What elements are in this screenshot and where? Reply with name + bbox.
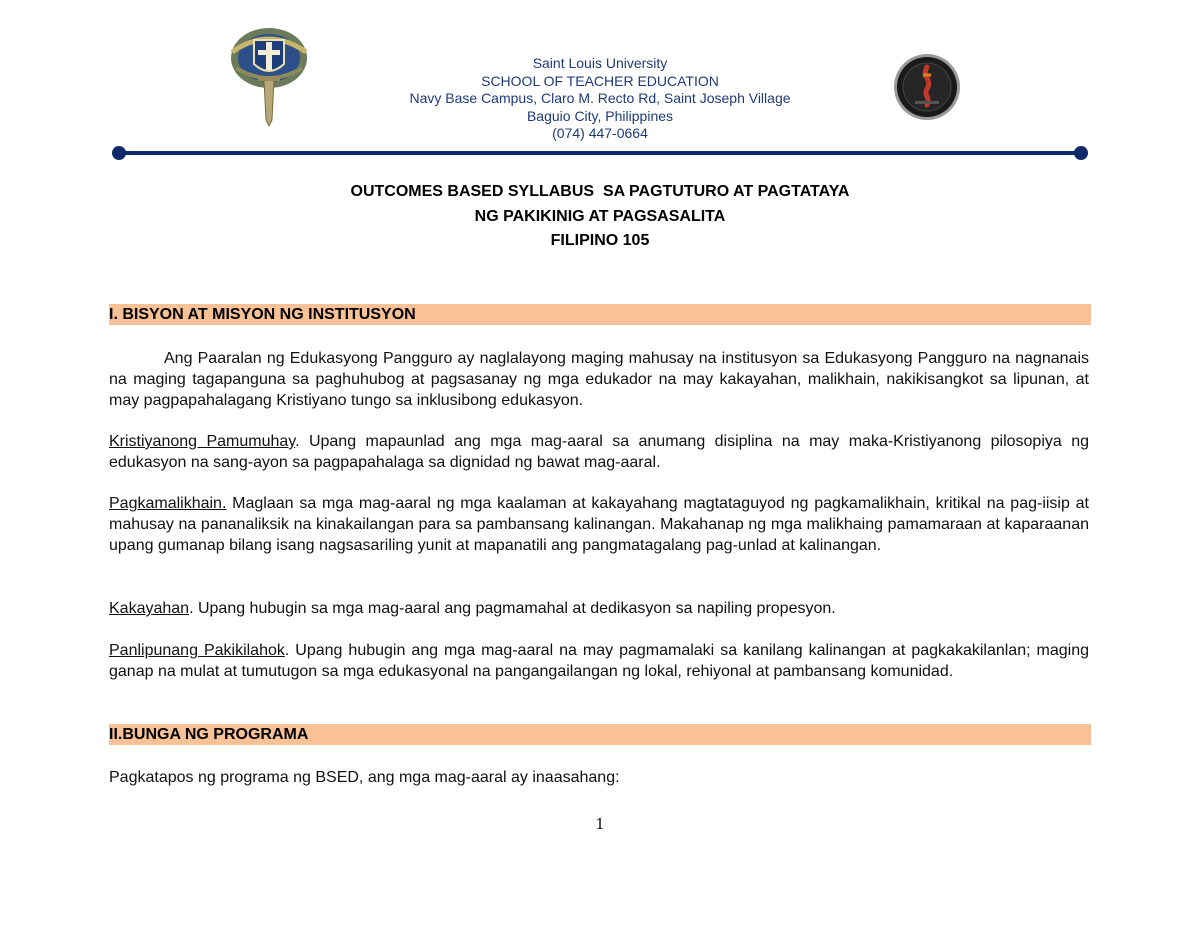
mission-item: Kristiyanong Pamumuhay. Upang mapaunlad ang mga mag-aaral sa anumang disiplina na may maka-Kristiyanong pilosopiya ng edukasyon na sang-ayon sa pagpapahalaga sa dignidad ng bawat mag-aaral.: [109, 433, 1089, 471]
header-divider: [112, 145, 1088, 161]
round-seal-icon: [893, 53, 961, 121]
program-outcomes-intro: Pagkatapos ng programa ng BSED, ang mga mag-aaral ay inaasahang:: [109, 769, 620, 786]
mission-text: Maglaan sa mga mag-aaral ng mga kaalaman at kakayahang magtataguyod ng pagkamalikhain, kritikal na pag-iisip at mahusay na pananaliksik na kinakailangan para sa pambansang kalinangan. Makahanap ng mga malikhaing pamamaraan at kaparaanan upang gumanap bilang isang nagsasariling yunit at mapanatili ang pangmatagalang pag-unlad at kalinangan.: [109, 495, 1089, 554]
section-heading-program-outcomes: [109, 724, 1091, 745]
city: Baguio City, Philippines: [526, 107, 674, 124]
mission-text: Upang hubugin ang mga mag-aaral na may pagmamalaki sa kanilang kalinangan at pagkakakilanlan; maging ganap na mulat at tumutugon sa mga edukasyonal na pangangailangan ng lokal, rehiyonal at pambansang komunidad.: [109, 642, 1089, 680]
mission-term: Kristiyanong Pamumuhay: [109, 433, 296, 450]
section-heading-text: I. BISYON AT MISYON NG INSTITUSYON: [109, 306, 416, 323]
title-line-2: NG PAKIKINIG AT PAGSASALITA: [474, 207, 726, 225]
mission-item: Panlipunang Pakikilahok. Upang hubugin ang mga mag-aaral na may pagmamalaki sa kanilang kalinangan at pagkakakilanlan; maging ganap na mulat at tumutugon sa mga edukasyonal na pangangailangan ng lokal, rehiyonal at pambansang komunidad.: [109, 642, 1089, 680]
mission-term: Panlipunang Pakikilahok: [109, 642, 285, 659]
school-name: SCHOOL OF TEACHER EDUCATION: [481, 72, 719, 89]
mission-item: Kakayahan. Upang hubugin sa mga mag-aaral ang pagmamahal at dedikasyon sa napiling propesyon.: [109, 600, 836, 617]
campus-address: Navy Base Campus, Claro M. Recto Rd, Saint Joseph Village: [409, 90, 791, 106]
institution-header: [300, 55, 900, 143]
mission-text: Upang mapaunlad ang mga mag-aaral sa anumang disiplina na may maka-Kristiyanong pilosopiya ng edukasyon na sang-ayon sa pagpapahalaga sa dignidad ng bawat mag-aaral.: [109, 433, 1089, 471]
title-line-3: FILIPINO 105: [550, 232, 650, 249]
shield-crest-icon: [228, 22, 310, 126]
title-line-1: OUTCOMES BASED SYLLABUS SA PAGTUTURO AT PAGTATAYA: [350, 183, 850, 200]
page-number: 1: [595, 815, 605, 833]
syllabus-title: [200, 180, 1000, 254]
section-heading-vision-mission: [109, 304, 1091, 325]
section-heading-text: II.BUNGA NG PROGRAMA: [109, 726, 309, 743]
mission-text: Upang hubugin sa mga mag-aaral ang pagmamahal at dedikasyon sa napiling propesyon.: [193, 600, 836, 617]
mission-item: [109, 494, 1089, 556]
vision-paragraph: Ang Paaralan ng Edukasyong Pangguro ay naglalayong maging mahusay na institusyon sa Edukasyong Pangguro na nagnanais na maging tagapanguna sa paghuhubog at pagsasanay ng mga edukador na may kakayahan, malikhain, nakikisangkot sa lipunan, at may pagpapahalagang Kristiyano tungo sa inklusibong edukasyon.: [109, 350, 1089, 409]
mission-term: Kakayahan: [109, 600, 190, 617]
university-name: Saint Louis University: [532, 55, 668, 71]
mission-term: Pagkamalikhain.: [109, 495, 227, 512]
phone-number: (074) 447-0664: [552, 125, 648, 141]
